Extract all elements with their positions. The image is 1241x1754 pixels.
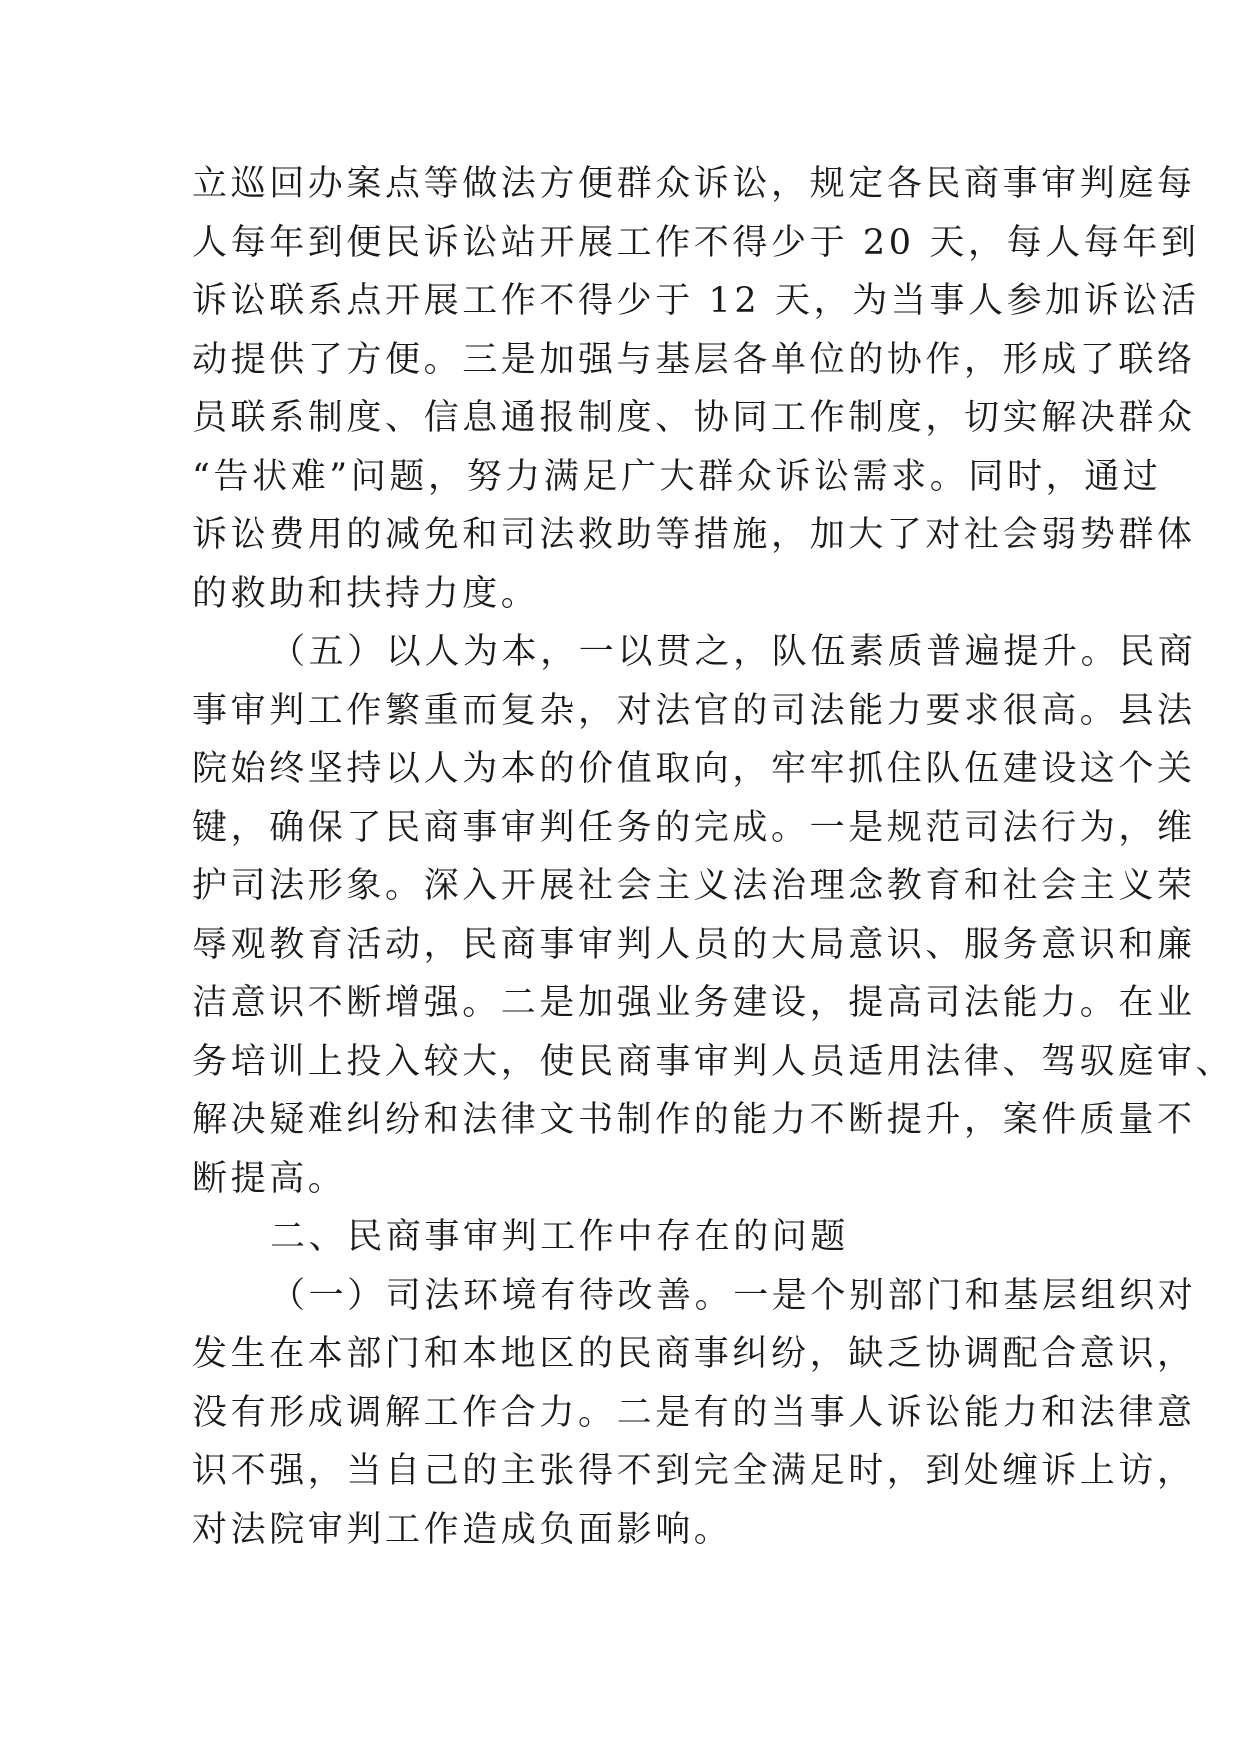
body-line: 辱观教育活动，民商事审判人员的大局意识、服务意识和廉 — [192, 924, 1196, 965]
body-line: 事审判工作繁重而复杂，对法官的司法能力要求很高。县法 — [192, 690, 1196, 731]
body-line: 发生在本部门和本地区的民商事纠纷，缺乏协调配合意识， — [192, 1334, 1196, 1374]
body-line: 护司法形象。深入开展社会主义法治理念教育和社会主义荣 — [192, 866, 1196, 906]
body-line: 键，确保了民商事审判任务的完成。一是规范司法行为，维 — [192, 807, 1196, 848]
body-line: 员联系制度、信息通报制度、协同工作制度，切实解决群众 — [192, 398, 1196, 438]
body-line: 洁意识不断增强。二是加强业务建设，提高司法能力。在业 — [192, 983, 1196, 1023]
body-line: 断提高。 — [192, 1158, 347, 1199]
body-line: 的救助和扶持力度。 — [192, 573, 540, 614]
body-line: 务培训上投入较大，使民商事审判人员适用法律、驾驭庭审、 — [192, 1041, 1235, 1082]
section-heading: 二、民商事审判工作中存在的问题 — [270, 1217, 850, 1257]
body-line: 院始终坚持以人为本的价值取向，牢牢抓住队伍建设这个关 — [192, 749, 1196, 789]
body-line: “告状难”问题，努力满足广大群众诉讼需求。同时，通过 — [192, 456, 1162, 497]
body-line: 诉讼联系点开展工作不得少于 12 天，为当事人参加诉讼活 — [192, 281, 1200, 321]
body-line: 解决疑难纠纷和法律文书制作的能力不断提升，案件质量不 — [192, 1100, 1196, 1140]
document-body — [192, 155, 1235, 1559]
body-line: 识不强，当自己的主张得不到完全满足时，到处缠诉上访， — [192, 1451, 1196, 1491]
body-line: 没有形成调解工作合力。二是有的当事人诉讼能力和法律意 — [192, 1392, 1196, 1433]
body-line: 人每年到便民诉讼站开展工作不得少于 20 天，每人每年到 — [192, 222, 1200, 263]
paragraph-start-line: （五）以人为本，一以贯之，队伍素质普遍提升。民商 — [270, 632, 1197, 672]
body-line: 对法院审判工作造成负面影响。 — [192, 1509, 733, 1550]
body-line: 动提供了方便。三是加强与基层各单位的协作，形成了联络 — [192, 339, 1196, 380]
body-line: 诉讼费用的减免和司法救助等措施，加大了对社会弱势群体 — [192, 515, 1196, 555]
paragraph-start-line: （一）司法环境有待改善。一是个别部门和基层组织对 — [270, 1275, 1197, 1316]
body-line: 立巡回办案点等做法方便群众诉讼，规定各民商事审判庭每 — [192, 164, 1196, 204]
